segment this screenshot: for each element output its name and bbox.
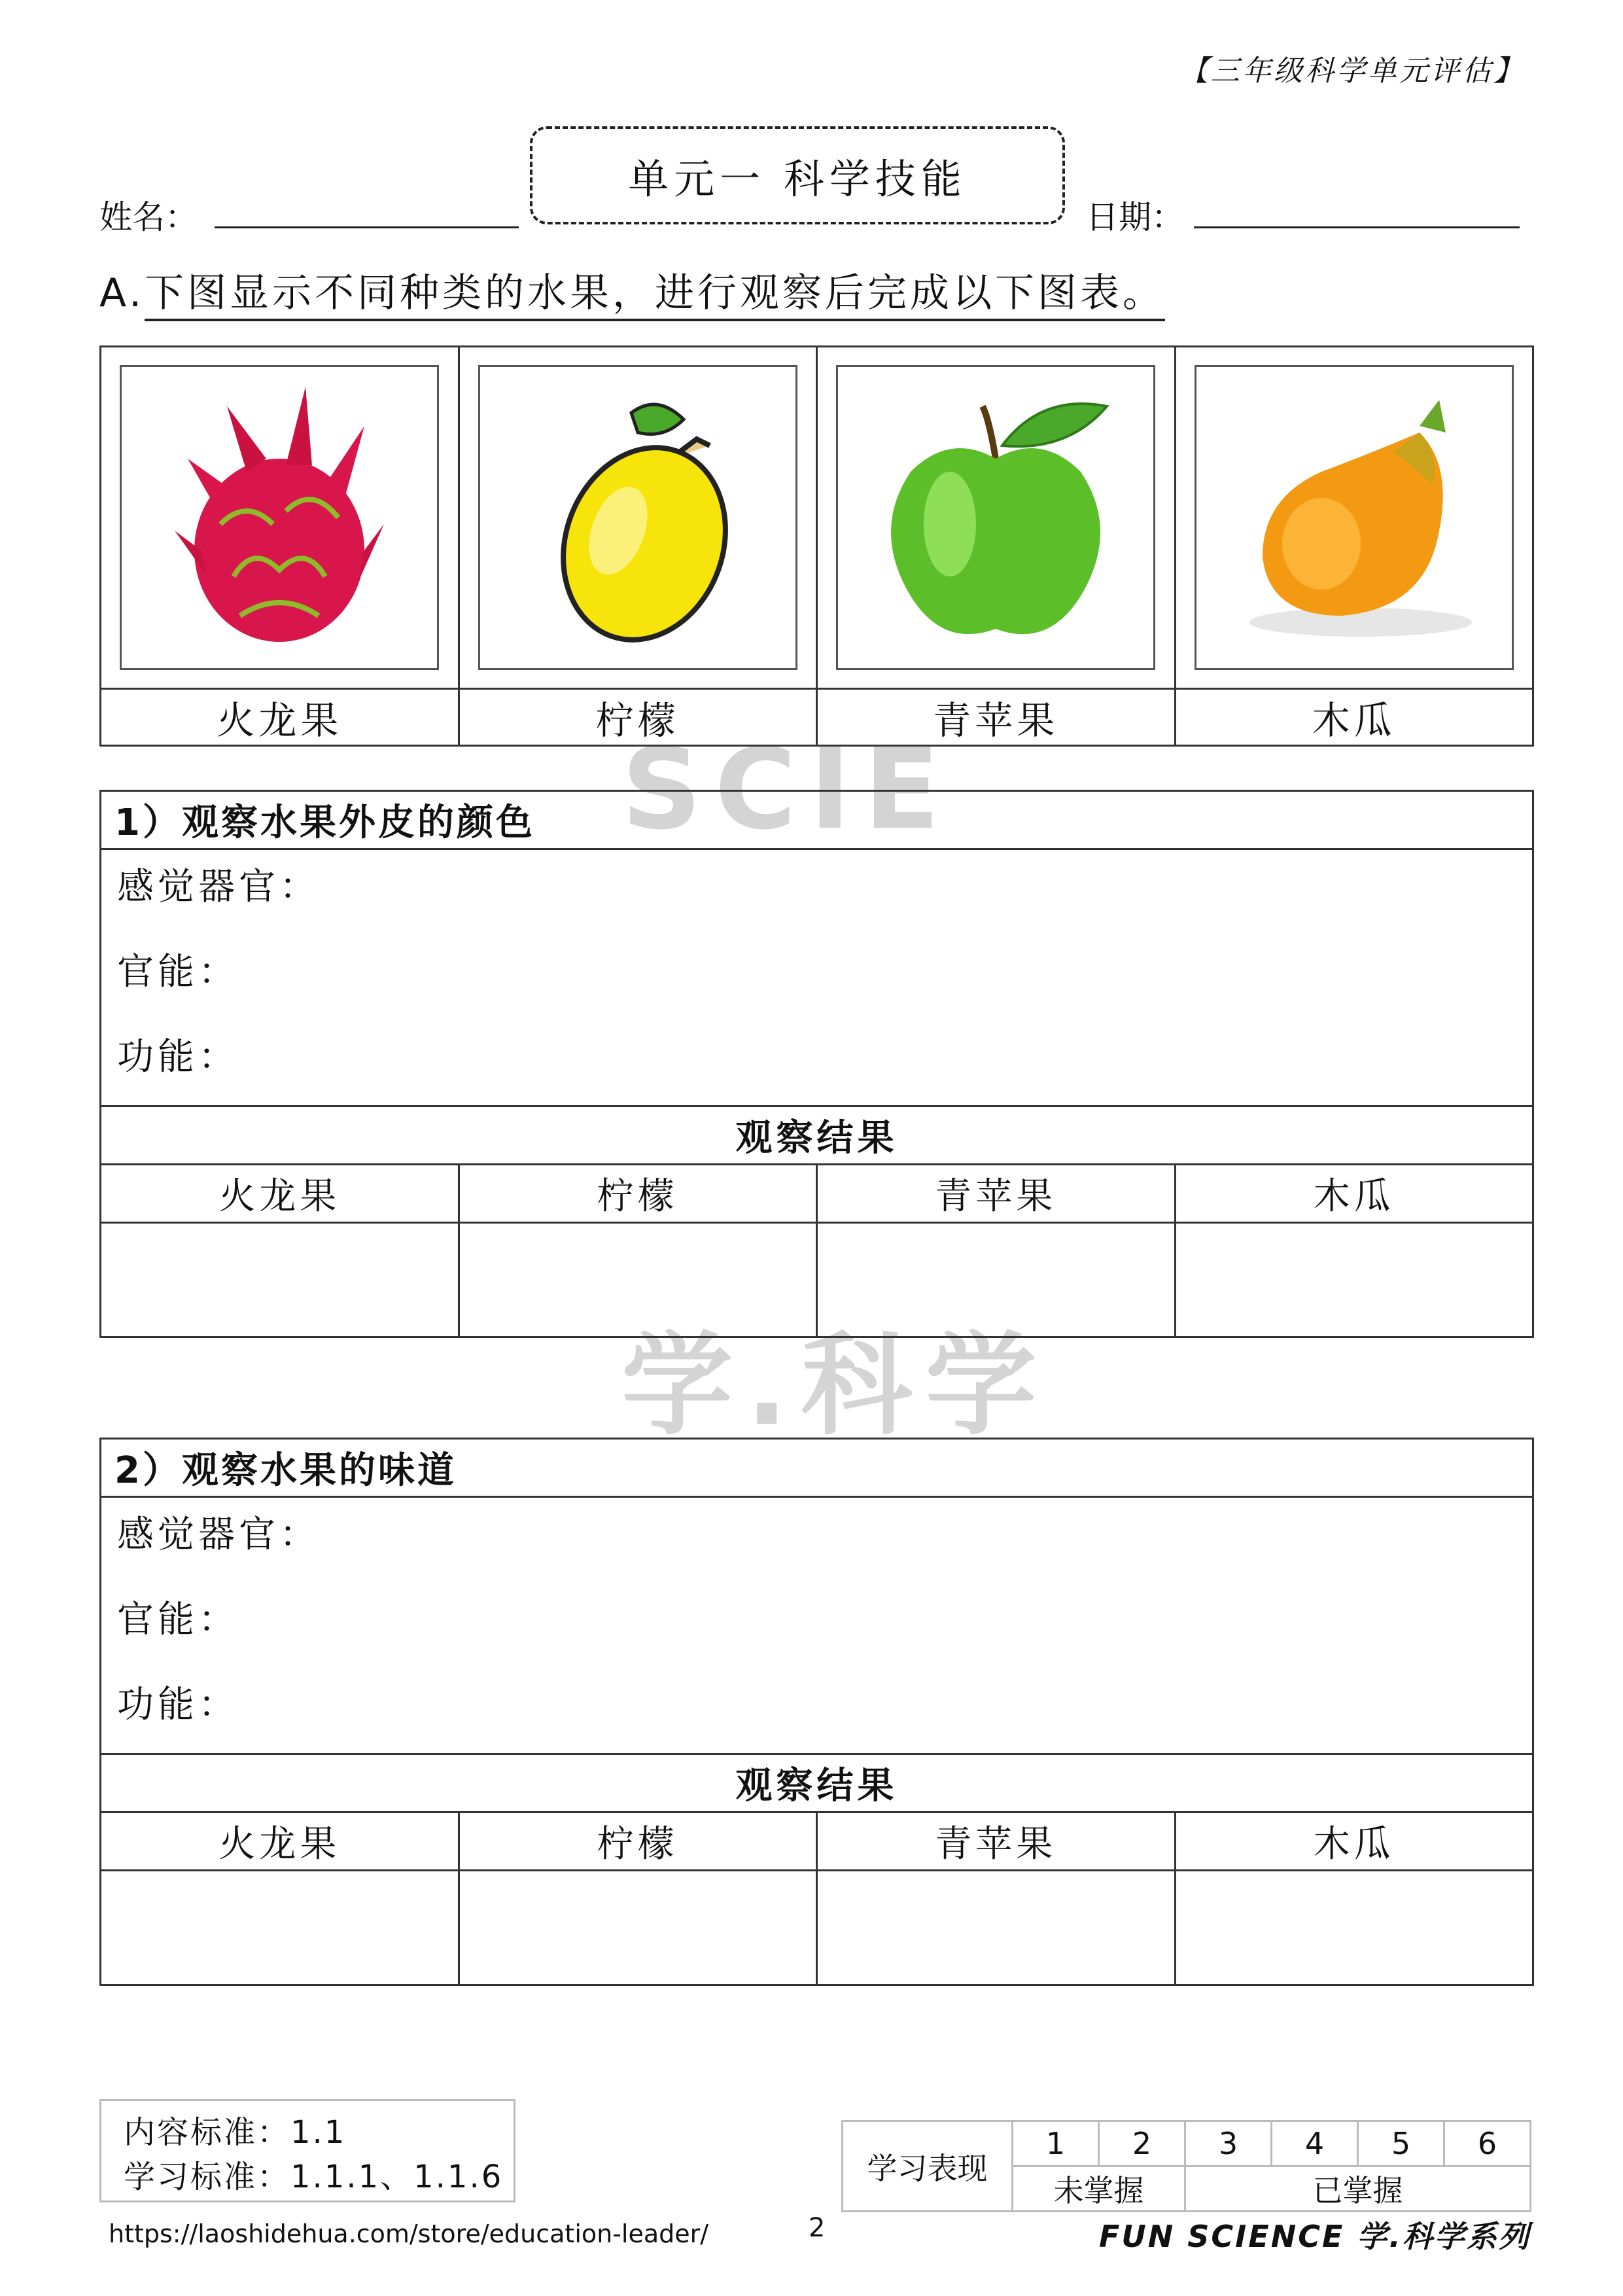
fruit-name: 柠檬 — [459, 689, 817, 746]
fruit-picture-cell — [817, 347, 1176, 689]
fruit-picture-frame — [836, 365, 1155, 670]
answer-cell[interactable] — [459, 1871, 817, 1985]
fruit-picture-cell — [459, 347, 817, 689]
green-apple-icon — [871, 380, 1120, 655]
name-label: 姓名： — [99, 198, 198, 236]
result-column-header: 青苹果 — [817, 1165, 1176, 1223]
watermark-bottom: 学.科学 — [621, 1321, 1050, 1451]
content-standard: 内容标准：1.1 — [124, 2114, 347, 2151]
mastered-label: 已掌握 — [1185, 2166, 1531, 2212]
section-body — [101, 849, 1533, 1106]
answer-cell[interactable] — [817, 1223, 1176, 1337]
function-field[interactable]: 功能： — [117, 1684, 239, 1726]
fruit-picture-frame — [120, 365, 439, 670]
sense-organ-field[interactable]: 感觉器官： — [117, 866, 320, 908]
answer-cell[interactable] — [101, 1223, 459, 1337]
observation-section-2 — [99, 1438, 1534, 1986]
watermark-top: SCIE — [621, 725, 953, 855]
fruit-picture-frame — [478, 365, 797, 670]
papaya-icon — [1223, 387, 1485, 648]
level-6[interactable]: 6 — [1444, 2121, 1531, 2166]
answer-cell[interactable] — [459, 1223, 817, 1337]
series-brand: FUN SCIENCE 学.科学系列 — [1099, 2219, 1531, 2254]
not-mastered-label: 未掌握 — [1013, 2166, 1185, 2212]
result-column-header: 青苹果 — [817, 1812, 1176, 1871]
header-tag: 【三年级科学单元评估】 — [1179, 54, 1525, 88]
fruit-name: 青苹果 — [817, 689, 1176, 746]
answer-cell[interactable] — [101, 1871, 459, 1985]
section-title: 2）观察水果的味道 — [101, 1439, 1533, 1497]
dragon-fruit-icon — [175, 380, 384, 655]
level-3[interactable]: 3 — [1185, 2121, 1272, 2166]
level-2[interactable]: 2 — [1099, 2121, 1185, 2166]
learning-standard: 学习标准：1.1.1、1.1.6 — [124, 2159, 504, 2195]
result-column-header: 火龙果 — [101, 1812, 459, 1871]
sense-organ-field[interactable]: 感觉器官： — [117, 1513, 320, 1556]
result-column-header: 木瓜 — [1175, 1165, 1533, 1223]
page-number: 2 — [809, 2213, 826, 2243]
answer-cell[interactable] — [1175, 1223, 1533, 1337]
result-title: 观察结果 — [101, 1106, 1533, 1165]
lemon-icon — [533, 387, 742, 648]
answer-cell[interactable] — [817, 1871, 1176, 1985]
result-column-header: 柠檬 — [459, 1812, 817, 1871]
date-label: 日期： — [1086, 198, 1184, 236]
level-1[interactable]: 1 — [1013, 2121, 1099, 2166]
unit-title: 单元一 科学技能 — [530, 126, 1065, 224]
date-field[interactable] — [1194, 226, 1520, 228]
fruit-name: 木瓜 — [1175, 689, 1533, 746]
standards-box — [99, 2099, 515, 2202]
result-column-header: 火龙果 — [101, 1165, 459, 1223]
instruction-letter: A. — [99, 270, 145, 316]
result-title: 观察结果 — [101, 1754, 1533, 1812]
name-field[interactable] — [215, 226, 519, 228]
store-link[interactable]: https://laoshidehua.com/store/education-leader/ — [109, 2219, 709, 2248]
instruction — [99, 262, 1165, 322]
function-field[interactable]: 功能： — [117, 1036, 239, 1078]
fruit-picture-table — [99, 345, 1534, 747]
level-4[interactable]: 4 — [1272, 2121, 1358, 2166]
performance-label: 学习表现 — [843, 2121, 1013, 2212]
fruit-picture-frame — [1195, 365, 1514, 670]
result-column-header: 木瓜 — [1175, 1812, 1533, 1871]
section-body — [101, 1497, 1533, 1754]
section-title: 1）观察水果外皮的颜色 — [101, 791, 1533, 849]
fruit-picture-cell — [101, 347, 459, 689]
fruit-picture-cell — [1175, 347, 1533, 689]
level-5[interactable]: 5 — [1358, 2121, 1444, 2166]
observation-section-1 — [99, 790, 1534, 1338]
organ-field[interactable]: 官能： — [117, 951, 239, 993]
performance-scale — [841, 2120, 1531, 2212]
instruction-text: 下图显示不同种类的水果，进行观察后完成以下图表。 — [145, 270, 1165, 321]
result-column-header: 柠檬 — [459, 1165, 817, 1223]
answer-cell[interactable] — [1175, 1871, 1533, 1985]
fruit-name: 火龙果 — [101, 689, 459, 746]
organ-field[interactable]: 官能： — [117, 1598, 239, 1641]
